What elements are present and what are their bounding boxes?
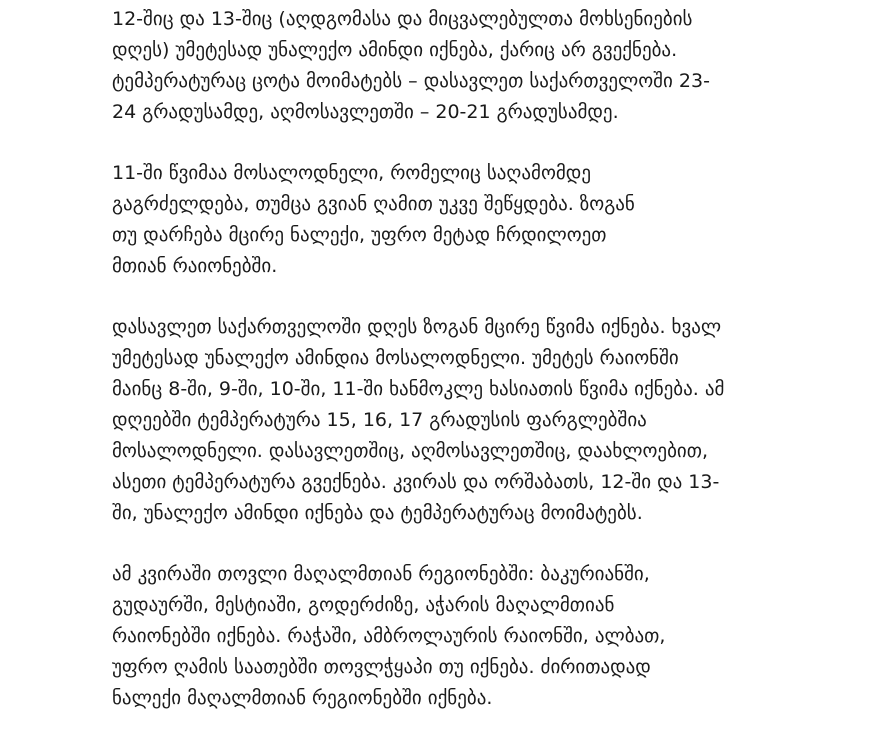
paragraph <box>112 4 772 128</box>
text-line: ამ კვირაში თოვლი მაღალმთიან რეგიონებში: ბაკურიანში, <box>112 563 650 585</box>
paragraph <box>112 158 772 282</box>
text-line: ში, უნალექო ამინდი იქნება და ტემპერატურაც მოიმატებს. <box>112 502 643 524</box>
text-line: ნალექი მაღალმთიან რეგიონებში იქნება. <box>112 687 493 709</box>
text-line: 12-შიც და 13-შიც (აღდგომასა და მიცვალებულთა მოხსენიების <box>112 8 693 30</box>
text-line: მოსალოდნელი. დასავლეთშიც, აღმოსავლეთშიც, დაახლოებით, <box>112 440 708 462</box>
paragraph <box>112 559 772 714</box>
text-line: 24 გრადუსამდე, აღმოსავლეთში – 20-21 გრადუსამდე. <box>112 101 619 123</box>
text-line: დასავლეთ საქართველოში დღეს ზოგან მცირე წვიმა იქნება. ხვალ <box>112 316 722 338</box>
text-line: ასეთი ტემპერატურა გვექნება. კვირას და ორშაბათს, 12-ში და 13- <box>112 471 720 493</box>
text-line: ტემპერატურაც ცოტა მოიმატებს – დასავლეთ საქართველოში 23- <box>112 70 710 92</box>
article-body <box>112 4 772 744</box>
text-line: მაინც 8-ში, 9-ში, 10-ში, 11-ში ხანმოკლე ხასიათის წვიმა იქნება. ამ <box>112 378 725 400</box>
text-line: რაიონებში იქნება. რაჭაში, ამბროლაურის რაიონში, ალბათ, <box>112 625 666 647</box>
text-line: გაგრძელდება, თუმცა გვიან ღამით უკვე შეწყდება. ზოგან <box>112 193 635 215</box>
paragraph <box>112 312 772 529</box>
text-line: დღეს) უმეტესად უნალექო ამინდი იქნება, ქარიც არ გვექნება. <box>112 39 678 61</box>
text-line: უფრო ღამის საათებში თოვლჭყაპი თუ იქნება. ძირითადად <box>112 656 651 678</box>
text-line: დღეებში ტემპერატურა 15, 16, 17 გრადუსის ფარგლებშია <box>112 409 647 431</box>
text-line: გუდაურში, მესტიაში, გოდერძიზე, აჭარის მაღალმთიან <box>112 594 615 616</box>
text-line: თუ დარჩება მცირე ნალექი, უფრო მეტად ჩრდილოეთ <box>112 224 607 246</box>
text-line: 11-ში წვიმაა მოსალოდნელი, რომელიც საღამომდე <box>112 162 591 184</box>
text-line: უმეტესად უნალექო ამინდია მოსალოდნელი. უმეტეს რაიონში <box>112 347 679 369</box>
text-line: მთიან რაიონებში. <box>112 255 278 277</box>
